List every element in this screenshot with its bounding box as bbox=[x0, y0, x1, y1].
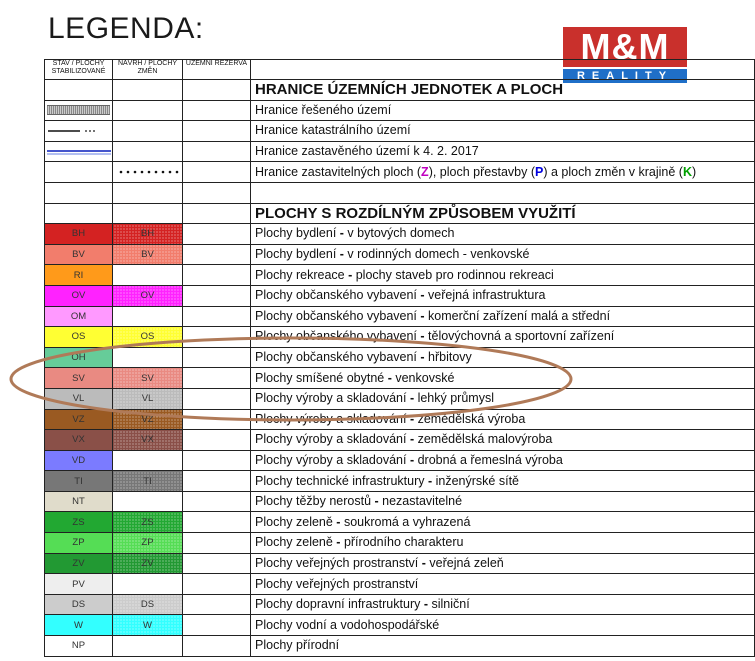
legend-row bbox=[45, 244, 755, 265]
blue-double-line-icon bbox=[45, 141, 113, 162]
legend-row bbox=[45, 553, 755, 574]
proposed-swatch: VL bbox=[113, 388, 183, 409]
stabilized-swatch: VL bbox=[45, 388, 113, 409]
proposed-swatch: VX bbox=[113, 430, 183, 451]
area-description: Plochy zeleně - přírodního charakteru bbox=[251, 533, 755, 554]
legend-row bbox=[45, 491, 755, 512]
legend-row bbox=[45, 327, 755, 348]
proposed-swatch: OS bbox=[113, 327, 183, 348]
table-header-row bbox=[45, 60, 755, 80]
legend-row bbox=[45, 512, 755, 533]
reserve-cell bbox=[183, 615, 251, 636]
stabilized-swatch: VX bbox=[45, 430, 113, 451]
section-row bbox=[45, 203, 755, 224]
area-description: Plochy dopravní infrastruktury - silniční bbox=[251, 594, 755, 615]
area-description: Plochy rekreace - plochy staveb pro rodinnou rekreaci bbox=[251, 265, 755, 286]
boundary-label: Hranice zastavitelných ploch (Z), ploch přestavby (P) a ploch změn v krajině (K) bbox=[251, 162, 755, 183]
area-description: Plochy občanského vybavení - komerční zařízení malá a střední bbox=[251, 306, 755, 327]
reserve-cell bbox=[183, 368, 251, 389]
area-description: Plochy občanského vybavení - veřejná infrastruktura bbox=[251, 285, 755, 306]
reserve-cell bbox=[183, 265, 251, 286]
area-description: Plochy těžby nerostů - nezastavitelné bbox=[251, 491, 755, 512]
boundary-label: Hranice řešeného území bbox=[251, 100, 755, 121]
stabilized-swatch: OM bbox=[45, 306, 113, 327]
proposed-swatch: BV bbox=[113, 244, 183, 265]
proposed-swatch: ZV bbox=[113, 553, 183, 574]
reserve-cell bbox=[183, 327, 251, 348]
stabilized-swatch: DS bbox=[45, 594, 113, 615]
legend-row bbox=[45, 409, 755, 430]
stabilized-swatch: BV bbox=[45, 244, 113, 265]
area-description: Plochy bydlení - v bytových domech bbox=[251, 224, 755, 245]
area-description: Plochy bydlení - v rodinných domech - venkovské bbox=[251, 244, 755, 265]
proposed-swatch: W bbox=[113, 615, 183, 636]
proposed-swatch: TI bbox=[113, 471, 183, 492]
reserve-cell bbox=[183, 533, 251, 554]
section-title-boundaries: HRANICE ÚZEMNÍCH JEDNOTEK A PLOCH bbox=[251, 80, 755, 101]
reserve-cell bbox=[183, 636, 251, 657]
reserve-cell bbox=[183, 306, 251, 327]
area-description: Plochy technické infrastruktury - inženýrské sítě bbox=[251, 471, 755, 492]
stabilized-swatch: W bbox=[45, 615, 113, 636]
reserve-cell bbox=[183, 491, 251, 512]
reserve-cell bbox=[183, 388, 251, 409]
proposed-swatch: SV bbox=[113, 368, 183, 389]
stabilized-swatch: OS bbox=[45, 327, 113, 348]
stabilized-swatch: NP bbox=[45, 636, 113, 657]
spacer-row bbox=[45, 182, 755, 203]
legend-row bbox=[45, 594, 755, 615]
legend-row bbox=[45, 285, 755, 306]
logo-brand: M&M bbox=[563, 27, 687, 67]
legend-row bbox=[45, 430, 755, 451]
legend-row bbox=[45, 450, 755, 471]
legend-row bbox=[45, 636, 755, 657]
proposed-swatch: VZ bbox=[113, 409, 183, 430]
hatched-band-icon bbox=[45, 100, 113, 121]
stabilized-swatch: RI bbox=[45, 265, 113, 286]
area-description: Plochy výroby a skladování - zemědělská výroba bbox=[251, 409, 755, 430]
boundary-row bbox=[45, 162, 755, 183]
stabilized-swatch: OV bbox=[45, 285, 113, 306]
proposed-swatch: BH bbox=[113, 224, 183, 245]
area-description: Plochy výroby a skladování - zemědělská malovýroba bbox=[251, 430, 755, 451]
proposed-swatch bbox=[113, 265, 183, 286]
legend-title: LEGENDA: bbox=[48, 12, 204, 45]
legend-row bbox=[45, 615, 755, 636]
legend-row bbox=[45, 574, 755, 595]
proposed-swatch bbox=[113, 636, 183, 657]
legend-row bbox=[45, 306, 755, 327]
reserve-cell bbox=[183, 553, 251, 574]
area-description: Plochy občanského vybavení - tělovýchovná a sportovní zařízení bbox=[251, 327, 755, 348]
legend-row bbox=[45, 347, 755, 368]
reserve-cell bbox=[183, 224, 251, 245]
reserve-cell bbox=[183, 594, 251, 615]
boundary-label: Hranice katastrálního území bbox=[251, 121, 755, 142]
dash-dot-line-icon bbox=[45, 121, 113, 142]
reserve-cell bbox=[183, 512, 251, 533]
stabilized-swatch: PV bbox=[45, 574, 113, 595]
stabilized-swatch: ZP bbox=[45, 533, 113, 554]
reserve-cell bbox=[183, 574, 251, 595]
proposed-swatch bbox=[113, 450, 183, 471]
reserve-cell bbox=[183, 450, 251, 471]
boundary-label: Hranice zastavěného území k 4. 2. 2017 bbox=[251, 141, 755, 162]
legend-row bbox=[45, 471, 755, 492]
boundary-row bbox=[45, 121, 755, 142]
area-description: Plochy veřejných prostranství - veřejná zeleň bbox=[251, 553, 755, 574]
stabilized-swatch: OH bbox=[45, 347, 113, 368]
area-description: Plochy smíšené obytné - venkovské bbox=[251, 368, 755, 389]
area-description: Plochy výroby a skladování - drobná a řemeslná výroba bbox=[251, 450, 755, 471]
header-proposed: NÁVRH / PLOCHY ZMĚN bbox=[113, 60, 183, 80]
logo-subtitle: REALITY bbox=[563, 69, 687, 83]
proposed-swatch bbox=[113, 306, 183, 327]
stabilized-swatch: NT bbox=[45, 491, 113, 512]
proposed-swatch bbox=[113, 491, 183, 512]
stabilized-swatch: ZS bbox=[45, 512, 113, 533]
area-description: Plochy výroby a skladování - lehký průmysl bbox=[251, 388, 755, 409]
reserve-cell bbox=[183, 285, 251, 306]
header-reserve: ÚZEMNÍ REZERVA bbox=[183, 60, 251, 80]
area-description: Plochy vodní a vodohospodářské bbox=[251, 615, 755, 636]
section-title-areas: PLOCHY S ROZDÍLNÝM ZPŮSOBEM VYUŽITÍ bbox=[251, 203, 755, 224]
stabilized-swatch: VZ bbox=[45, 409, 113, 430]
proposed-swatch: OV bbox=[113, 285, 183, 306]
legend-table bbox=[44, 59, 755, 657]
boundary-row bbox=[45, 141, 755, 162]
proposed-swatch: DS bbox=[113, 594, 183, 615]
stabilized-swatch: ZV bbox=[45, 553, 113, 574]
reserve-cell bbox=[183, 409, 251, 430]
reserve-cell bbox=[183, 471, 251, 492]
area-description: Plochy občanského vybavení - hřbitovy bbox=[251, 347, 755, 368]
stabilized-swatch: TI bbox=[45, 471, 113, 492]
proposed-swatch bbox=[113, 574, 183, 595]
legend-row bbox=[45, 368, 755, 389]
legend-row bbox=[45, 224, 755, 245]
area-description: Plochy veřejných prostranství bbox=[251, 574, 755, 595]
area-description: Plochy zeleně - soukromá a vyhrazená bbox=[251, 512, 755, 533]
reserve-cell bbox=[183, 347, 251, 368]
proposed-swatch bbox=[113, 347, 183, 368]
header-stabilized: STAV / PLOCHY STABILIZOVANÉ bbox=[45, 60, 113, 80]
area-description: Plochy přírodní bbox=[251, 636, 755, 657]
stabilized-swatch: VD bbox=[45, 450, 113, 471]
legend-row bbox=[45, 388, 755, 409]
legend-row bbox=[45, 265, 755, 286]
legend-row bbox=[45, 533, 755, 554]
dotted-line-icon bbox=[113, 162, 183, 183]
proposed-swatch: ZP bbox=[113, 533, 183, 554]
section-row bbox=[45, 80, 755, 101]
stabilized-swatch: BH bbox=[45, 224, 113, 245]
reserve-cell bbox=[183, 244, 251, 265]
stabilized-swatch: SV bbox=[45, 368, 113, 389]
reserve-cell bbox=[183, 430, 251, 451]
boundary-row bbox=[45, 100, 755, 121]
proposed-swatch: ZS bbox=[113, 512, 183, 533]
